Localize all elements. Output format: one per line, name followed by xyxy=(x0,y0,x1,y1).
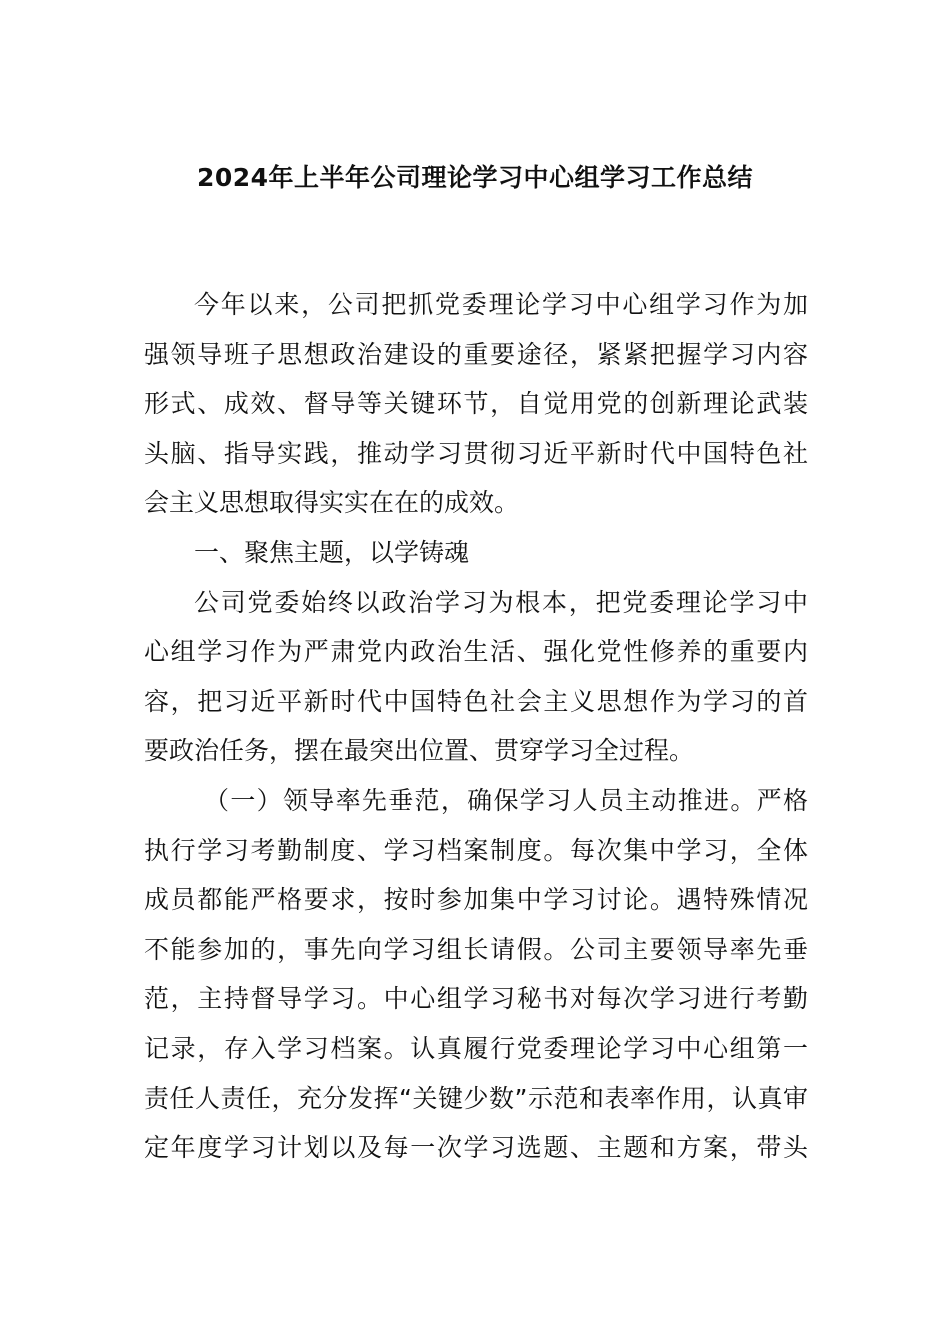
paragraph-line: 范，主持督导学习。中心组学习秘书对每次学习进行考勤 xyxy=(144,984,808,1014)
paragraph-line: 责任人责任，充分发挥“关键少数”示范和表率作用，认真审 xyxy=(144,1083,808,1113)
paragraph-line: 成员都能严格要求，按时参加集中学习讨论。遇特殊情况 xyxy=(144,885,808,915)
paragraph-line: 形式、成效、督导等关键环节，自觉用党的创新理论武装 xyxy=(144,389,808,419)
paragraph-line: 定年度学习计划以及每一次学习选题、主题和方案，带头 xyxy=(144,1133,808,1163)
paragraph-line: 不能参加的，事先向学习组长请假。公司主要领导率先垂 xyxy=(144,934,808,964)
document-body xyxy=(144,280,808,1173)
paragraph-line: 强领导班子思想政治建设的重要途径，紧紧把握学习内容 xyxy=(144,339,808,369)
paragraph-line: 今年以来，公司把抓党委理论学习中心组学习作为加 xyxy=(194,290,808,319)
paragraph-line: 公司党委始终以政治学习为根本，把党委理论学习中 xyxy=(194,587,808,617)
paragraph-line: 记录，存入学习档案。认真履行党委理论学习中心组第一 xyxy=(144,1033,808,1063)
paragraph-line: 执行学习考勤制度、学习档案制度。每次集中学习，全体 xyxy=(144,835,808,865)
paragraph-line: 会主义思想取得实实在在的成效。 xyxy=(144,488,520,518)
document-title: 2024年上半年公司理论学习中心组学习工作总结 xyxy=(196,163,754,192)
paragraph-line: 容，把习近平新时代中国特色社会主义思想作为学习的首 xyxy=(144,686,808,716)
paragraph-line: 头脑、指导实践，推动学习贯彻习近平新时代中国特色社 xyxy=(144,438,808,468)
paragraph-line: 要政治任务，摆在最突出位置、贯穿学习全过程。 xyxy=(144,736,695,766)
paragraph-line: 心组学习作为严肃党内政治生活、强化党性修养的重要内 xyxy=(144,637,808,667)
section-heading: 一、聚焦主题，以学铸魂 xyxy=(194,537,470,567)
paragraph-line: （一）领导率先垂范，确保学习人员主动推进。严格 xyxy=(204,785,808,815)
